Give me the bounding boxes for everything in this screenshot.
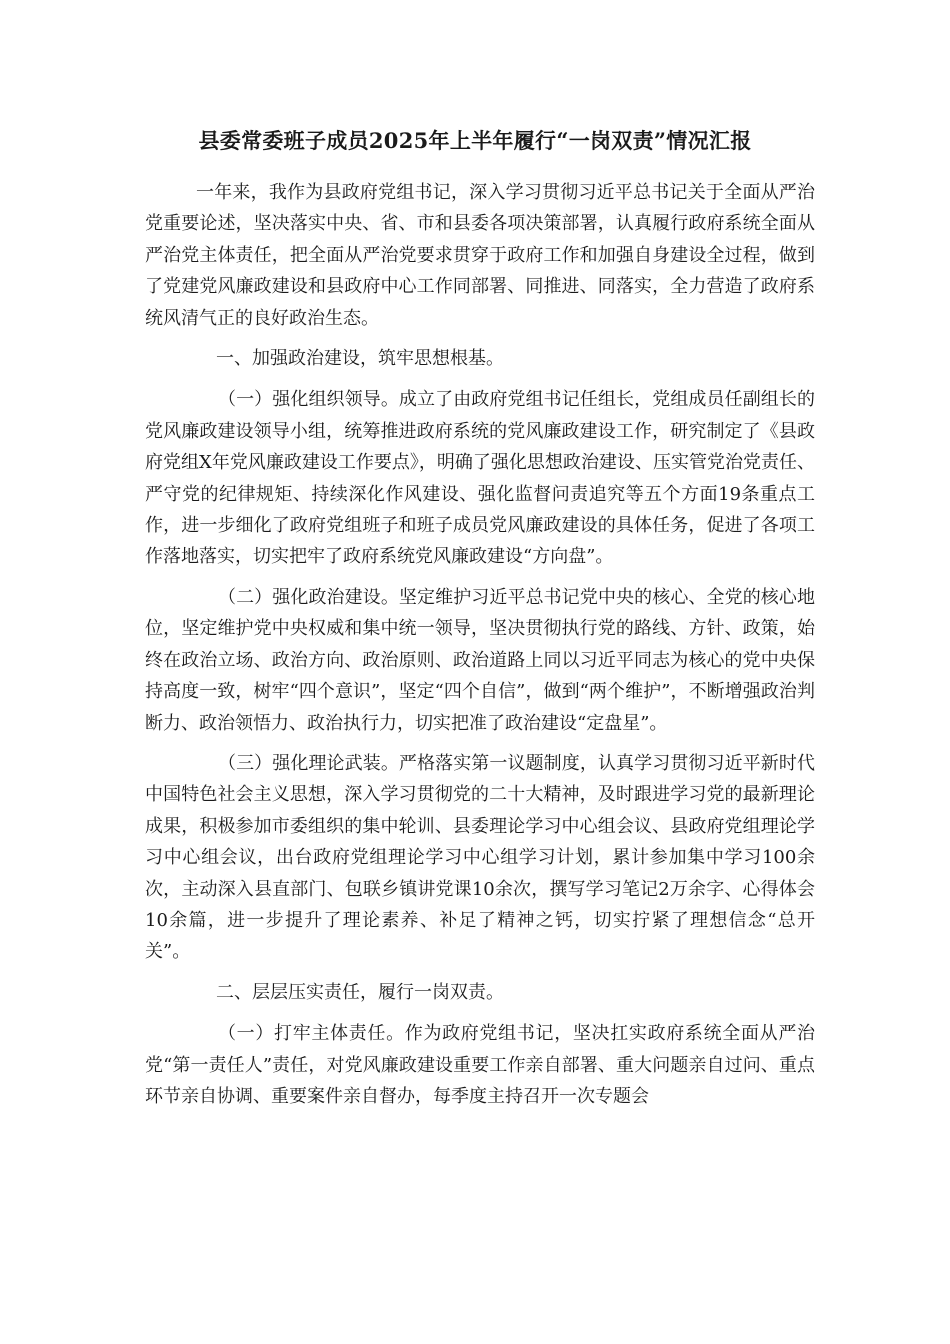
intro-paragraph: 一年来，我作为县政府党组书记，深入学习贯彻习近平总书记关于全面从严治党重要论述，坚决落实中央、省、市和县委各项决策部署，认真履行政府系统全面从严治党主体责任，把全面从严治党要求贯穿于政府工作和加强自身建设全过程，做到了党建党风廉政建设和县政府中心工作同部署、同推进、同落实，全力营造了政府系统风清气正的良好政治生态。 <box>145 182 815 329</box>
subsection-1-3: （三）强化理论武装。严格落实第一议题制度，认真学习贯彻习近平新时代中国特色社会主义思想，深入学习贯彻党的二十大精神，及时跟进学习党的最新理论成果，积极参加市委组织的集中轮训、县委理论学习中心组会议、县政府党组理论学习中心组会议，出台政府党组理论学习中心组学习计划，累计参加集中学习100余次，主动深入县直部门、包联乡镇讲党课10余次，撰写学习笔记2万余字、心得体会10余篇，进一步提升了理论素养、补足了精神之钙，切实拧紧了理想信念“总开关”。 <box>145 752 815 963</box>
section-heading-1: 一、加强政治建设，筑牢思想根基。 <box>216 348 504 370</box>
document-body <box>145 177 815 1112</box>
section-heading-2: 二、层层压实责任，履行一岗双责。 <box>216 981 504 1003</box>
subsection-1-1: （一）强化组织领导。成立了由政府党组书记任组长，党组成员任副组长的党风廉政建设领导小组，统筹推进政府系统的党风廉政建设工作，研究制定了《县政府党组X年党风廉政建设工作要点》，明确了强化思想政治建设、压实管党治党责任、严守党的纪律规矩、持续深化作风建设、强化监督问责追究等五个方面19条重点工作，进一步细化了政府党组班子和班子成员党风廉政建设的具体任务，促进了各项工作落地落实，切实把牢了政府系统党风廉政建设“方向盘”。 <box>145 389 815 568</box>
subsection-2-1: （一）打牢主体责任。作为政府党组书记，坚决扛实政府系统全面从严治党“第一责任人”责任，对党风廉政建设重要工作亲自部署、重大问题亲自过问、重点环节亲自协调、重要案件亲自督办，每季度主持召开一次专题会 <box>145 1023 815 1107</box>
document-title: 县委常委班子成员2025年上半年履行“一岗双责”情况汇报 <box>198 128 752 153</box>
subsection-1-2: （二）强化政治建设。坚定维护习近平总书记党中央的核心、全党的核心地位，坚定维护党中央权威和集中统一领导，坚决贯彻执行党的路线、方针、政策，始终在政治立场、政治方向、政治原则、政治道路上同以习近平同志为核心的党中央保持高度一致，树牢“四个意识”，坚定“四个自信”，做到“两个维护”，不断增强政治判断力、政治领悟力、政治执行力，切实把准了政治建设“定盘星”。 <box>145 586 815 734</box>
